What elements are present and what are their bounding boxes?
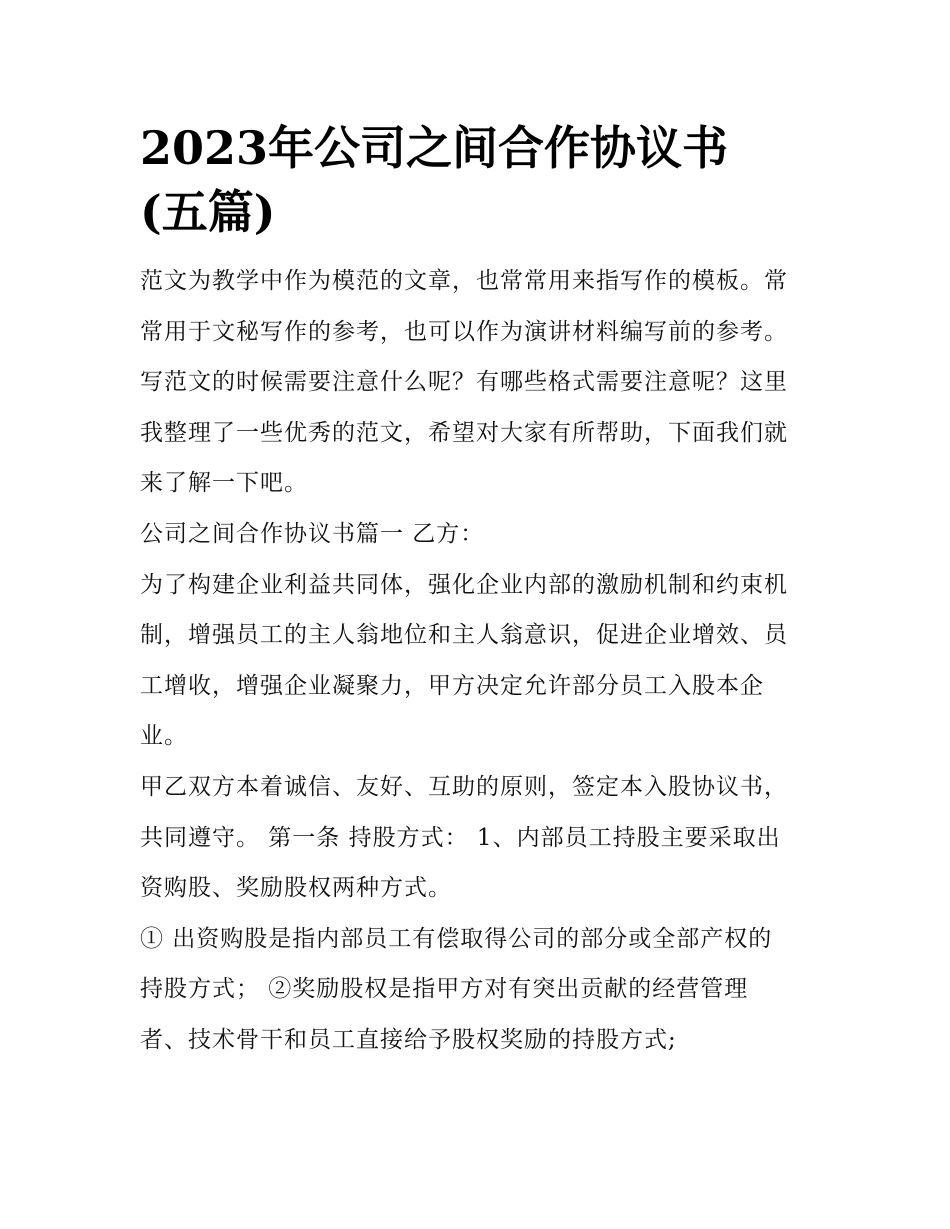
paragraph-purpose	[140, 560, 820, 762]
text-line: 持股方式； ②奖励股权是指甲方对有突出贡献的经营管理	[140, 976, 749, 1003]
paragraph-intro	[140, 256, 820, 509]
title-line-1: 2023年公司之间合作协议书	[140, 121, 729, 175]
text-line: 制，增强员工的主人翁地位和主人翁意识，促进企业增效、员	[140, 622, 788, 649]
document-content	[140, 116, 820, 1066]
document-title	[140, 116, 820, 244]
text-line: 者、技术骨干和员工直接给予股权奖励的持股方式;	[140, 1026, 677, 1053]
paragraph-share-methods	[140, 914, 820, 1066]
text-line: 来了解一下吧。	[140, 470, 308, 497]
text-line: 资购股、奖励股权两种方式。	[140, 875, 452, 902]
text-line: 为了构建企业利益共同体，强化企业内部的激励机制和约束机	[140, 571, 788, 598]
paragraph-principles	[140, 762, 820, 914]
text-line: 业。	[140, 723, 188, 750]
title-line-2: (五篇)	[140, 185, 276, 239]
text-line: 写范文的时候需要注意什么呢？有哪些格式需要注意呢？这里	[140, 369, 788, 396]
paragraph-section-heading	[140, 509, 820, 560]
text-line: 公司之间合作协议书篇一 乙方：	[140, 520, 485, 547]
text-line: 工增收，增强企业凝聚力，甲方决定允许部分员工入股本企	[140, 672, 764, 699]
text-line: 常用于文秘写作的参考，也可以作为演讲材料编写前的参考。	[140, 318, 788, 345]
text-line: 范文为教学中作为模范的文章，也常常用来指写作的模板。常	[140, 268, 788, 294]
text-line: 共同遵守。 第一条 持股方式： 1、内部员工持股主要采取出	[140, 824, 781, 851]
document-body	[140, 256, 820, 1066]
text-line: ① 出资购股是指内部员工有偿取得公司的部分或全部产权的	[140, 925, 773, 952]
text-line: 我整理了一些优秀的范文，希望对大家有所帮助，下面我们就	[140, 419, 788, 446]
text-line: 甲乙双方本着诚信、友好、互助的原则，签定本入股协议书，	[140, 773, 788, 800]
